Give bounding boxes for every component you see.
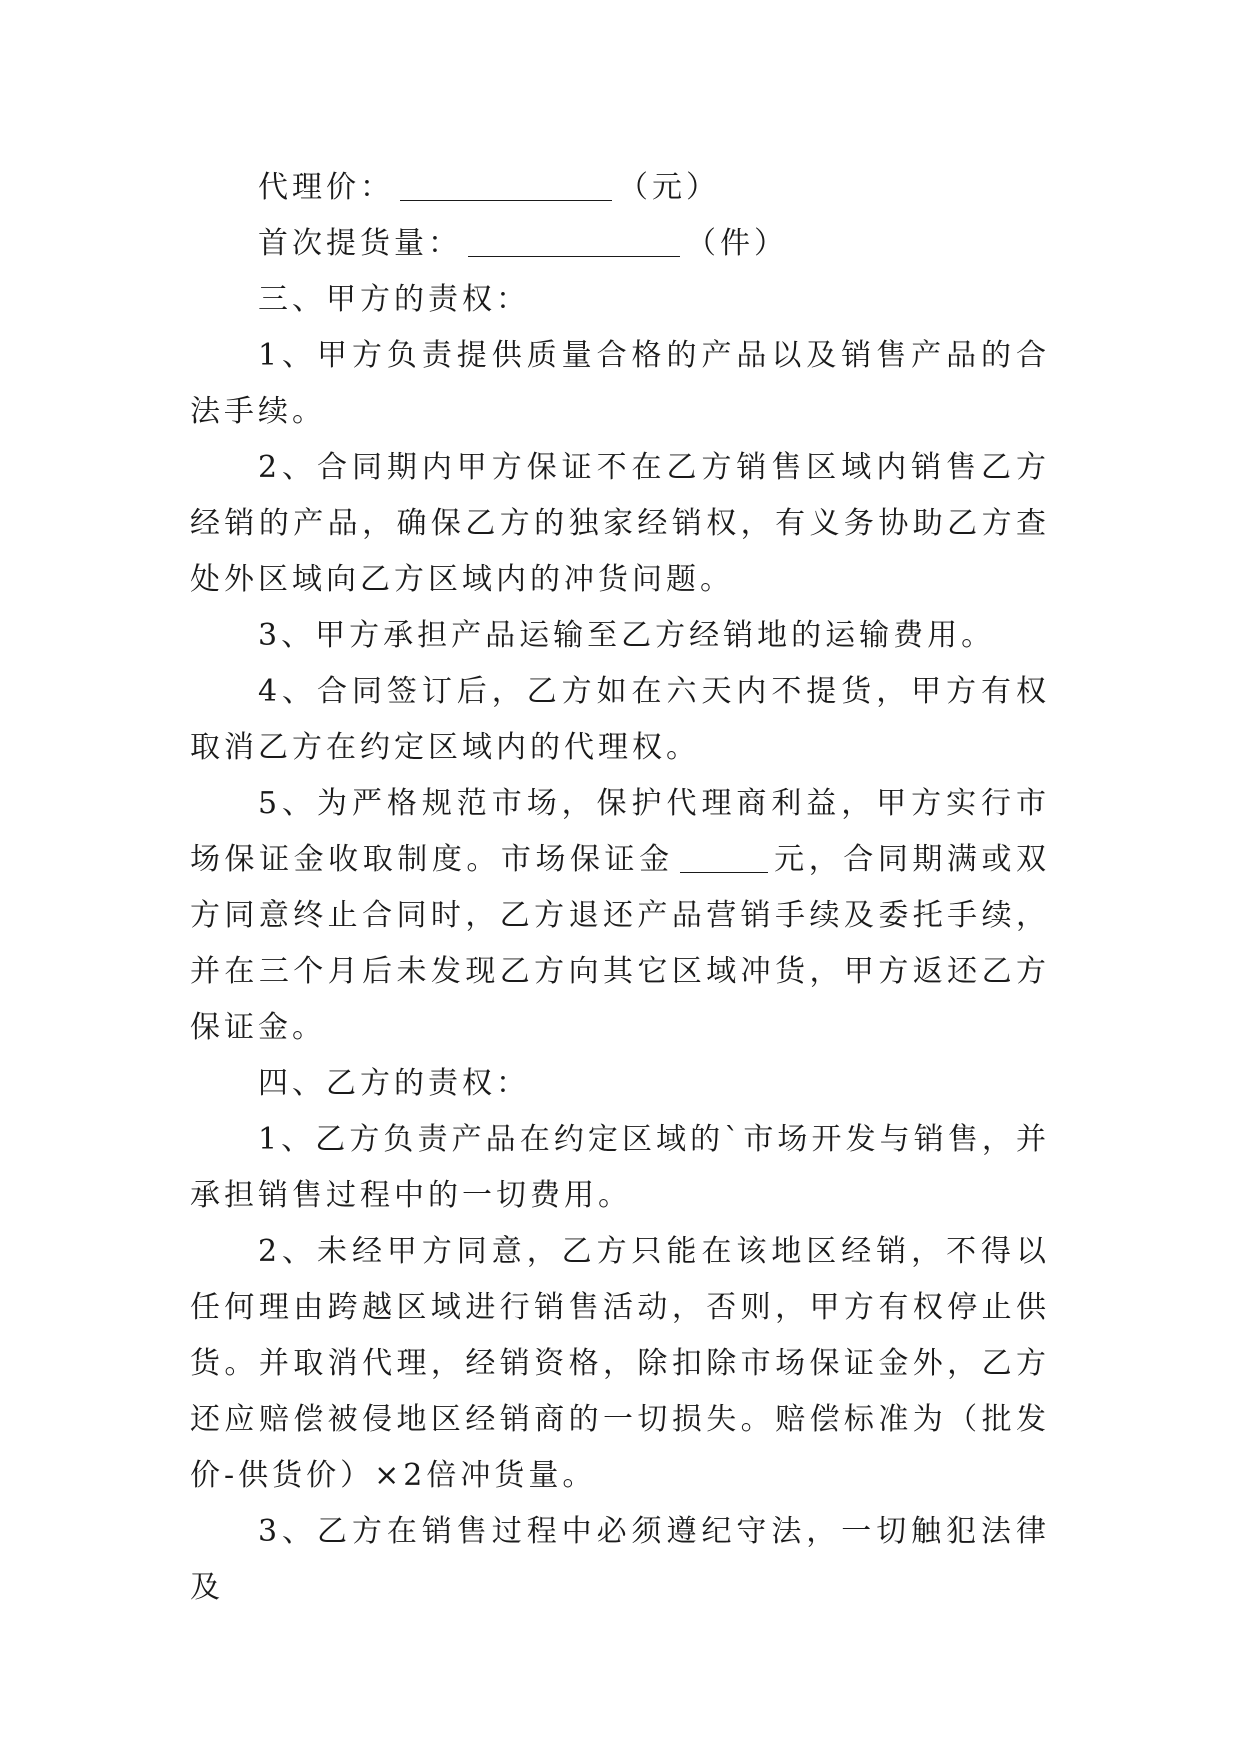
party-a-clause-5 [190,776,1050,1056]
first-pickup-unit: （件） [686,226,788,261]
first-pickup-blank [468,226,680,257]
contract-body [190,160,1050,1616]
party-a-clause-3: 3、甲方承担产品运输至乙方经销地的运输费用。 [258,618,996,653]
clause-5-text-before: 5、为严格规范市场，保护代理商利益，甲方实行市场保证金收取制度。市场保证金 [190,786,1050,877]
party-a-clause-4: 4、合同签订后，乙方如在六天内不提货，甲方有权取消乙方在约定区域内的代理权。 [190,674,1050,765]
section-heading-party-b: 四、乙方的责权： [258,1066,530,1101]
first-pickup-line [190,216,1050,272]
party-a-clause-1: 1、甲方负责提供质量合格的产品以及销售产品的合法手续。 [190,338,1050,429]
section-heading-party-a: 三、甲方的责权： [258,282,530,317]
agent-price-line [190,160,1050,216]
deposit-amount-blank [680,842,768,873]
agent-price-unit: （元） [618,170,720,205]
clause-5-text-after: 元，合同期满或双方同意终止合同时，乙方退还产品营销手续及委托手续，并在三个月后未发现乙方向其它区域冲货，甲方返还乙方保证金。 [190,842,1051,1045]
first-pickup-label: 首次提货量： [258,226,462,261]
party-b-clause-1: 1、乙方负责产品在约定区域的`市场开发与销售，并承担销售过程中的一切费用。 [190,1122,1050,1213]
agent-price-blank [400,170,612,201]
party-b-clause-3: 3、乙方在销售过程中必须遵纪守法，一切触犯法律及 [190,1514,1050,1605]
agent-price-label: 代理价： [258,170,394,205]
party-b-clause-2: 2、未经甲方同意，乙方只能在该地区经销，不得以任何理由跨越区域进行销售活动，否则，甲方有权停止供货。并取消代理，经销资格，除扣除市场保证金外，乙方还应赔偿被侵地区经销商的一切损失。赔偿标准为（批发价-供货价）×2倍冲货量。 [190,1234,1050,1493]
party-a-clause-2: 2、合同期内甲方保证不在乙方销售区域内销售乙方经销的产品，确保乙方的独家经销权，有义务协助乙方查处外区域向乙方区域内的冲货问题。 [190,450,1050,597]
